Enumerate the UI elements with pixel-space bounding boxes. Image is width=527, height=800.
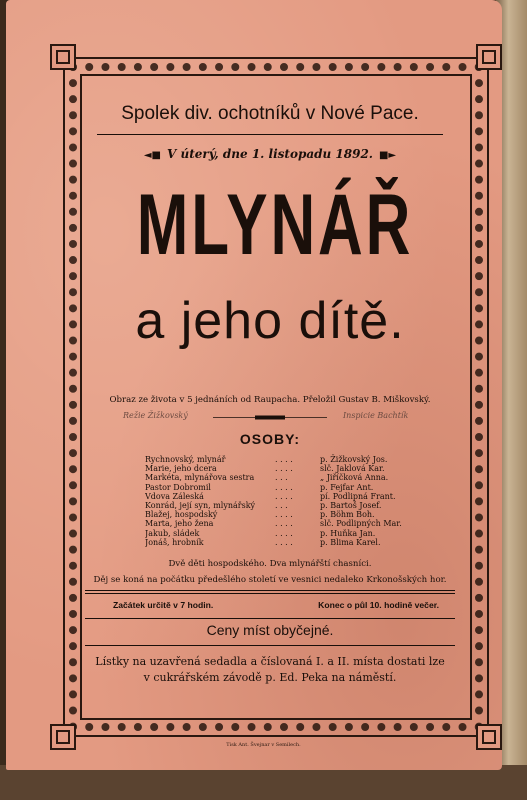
leader-dots: . . . . <box>275 519 293 529</box>
play-description: Obraz ze života v 5 jednáních od Raupacha. Přeložil Gustav B. Miškovský. <box>109 395 431 405</box>
ticket-info-line2: v cukrářském závodě p. Ed. Peka na náměstí. <box>143 671 397 684</box>
cast-actor: slč. Jaklová Kar. <box>320 464 385 474</box>
cast-role: Vdova Záleská <box>145 491 204 501</box>
leader-dots: . . . . <box>275 455 293 464</box>
cast-role: Markéta, mlynářova sestra <box>145 473 255 483</box>
cast-role: Konrád, její syn, mlynářský <box>145 501 256 511</box>
border-corner-ornament <box>476 44 502 70</box>
performance-date <box>85 147 455 161</box>
leader-dots: . . . . <box>275 482 293 492</box>
play-title-subline: a jeho dítě. <box>135 292 405 350</box>
cast-row <box>145 501 445 510</box>
play-title: MLYNÁŘ <box>136 177 414 273</box>
ticket-info-line1: Lístky na uzavřená sedadla a číslovaná I. a II. místa dostati lze <box>95 655 445 668</box>
cast-role: Jonáš, hrobník <box>145 537 204 547</box>
cast-role: Marta, jeho žena <box>145 519 214 529</box>
handwritten-note-left: Režie Žižkovský <box>123 411 188 420</box>
cast-role: Rychnovský, mlynář <box>145 455 226 464</box>
cast-row <box>145 473 445 482</box>
leader-dots: . . . <box>275 473 288 483</box>
ornament-divider <box>213 415 327 420</box>
leader-dots: . . . <box>275 501 288 511</box>
cast-actor: „ Jiříčková Anna. <box>320 473 389 483</box>
divider <box>97 134 443 135</box>
date-text: V úterý, dne 1. listopadu 1892. <box>167 147 373 161</box>
cast-row <box>145 529 445 538</box>
cast-role: Jakub, sládek <box>145 528 200 538</box>
cast-actor: p. Böhm Boh. <box>320 510 375 520</box>
ticket-prices: Ceny míst obyčejné. <box>206 622 334 638</box>
printer-credit: Tisk Ant. Švejnar v Semilech. <box>226 742 301 748</box>
divider <box>85 645 455 646</box>
background-bottom <box>0 765 527 800</box>
cast-actor: p. Huňka Jan. <box>320 528 376 538</box>
cast-actor: pí. Podlipná Frant. <box>320 491 396 501</box>
cast-role: Marie, jeho dcera <box>145 464 217 474</box>
leader-dots: . . . . <box>275 464 293 474</box>
cast-row <box>145 483 445 492</box>
cast-row <box>145 538 445 547</box>
cast-row <box>145 492 445 501</box>
leader-dots: . . . . <box>275 537 293 547</box>
cast-row <box>145 464 445 473</box>
extra-cast-note: Dvě děti hospodského. Dva mlynářští chasníci. <box>168 559 372 569</box>
leader-dots: . . . . <box>275 510 293 520</box>
handwritten-note-right: Inspicie Bachtík <box>343 411 409 420</box>
cast-actor: p. Fejfar Ant. <box>320 482 374 492</box>
leader-dots: . . . . <box>275 528 293 538</box>
divider <box>85 593 455 594</box>
end-time: Konec o půl 10. hodině večer. <box>318 600 439 610</box>
cast-role: Pastor Dobromil <box>145 482 211 492</box>
cast-heading: OSOBY: <box>239 431 301 447</box>
start-time: Začátek určitě v 7 hodin. <box>113 600 214 610</box>
cast-list <box>145 455 445 547</box>
cast-row <box>145 455 445 464</box>
society-name: Spolek div. ochotníků v Nové Pace. <box>121 103 419 124</box>
poster-content <box>85 85 455 725</box>
cast-role: Blažej, hospodský <box>145 510 218 520</box>
divider <box>85 590 455 591</box>
ornament-icon: ■► <box>378 150 397 161</box>
cast-row <box>145 519 445 528</box>
leader-dots: . . . . <box>275 491 293 501</box>
cast-actor: p. Bartoš Josef. <box>320 501 382 511</box>
cast-actor: p. Blima Karel. <box>320 537 381 547</box>
ornament-icon: ◄■ <box>143 150 161 161</box>
cast-row <box>145 510 445 519</box>
border-corner-ornament <box>50 44 76 70</box>
cast-actor: p. Žižkovský Jos. <box>320 455 388 464</box>
divider <box>85 618 455 619</box>
cast-actor: slč. Podlipných Mar. <box>320 519 402 529</box>
setting-note: Děj se koná na počátku předešlého století ve vesnici nedaleko Krkonošských hor. <box>93 575 447 585</box>
